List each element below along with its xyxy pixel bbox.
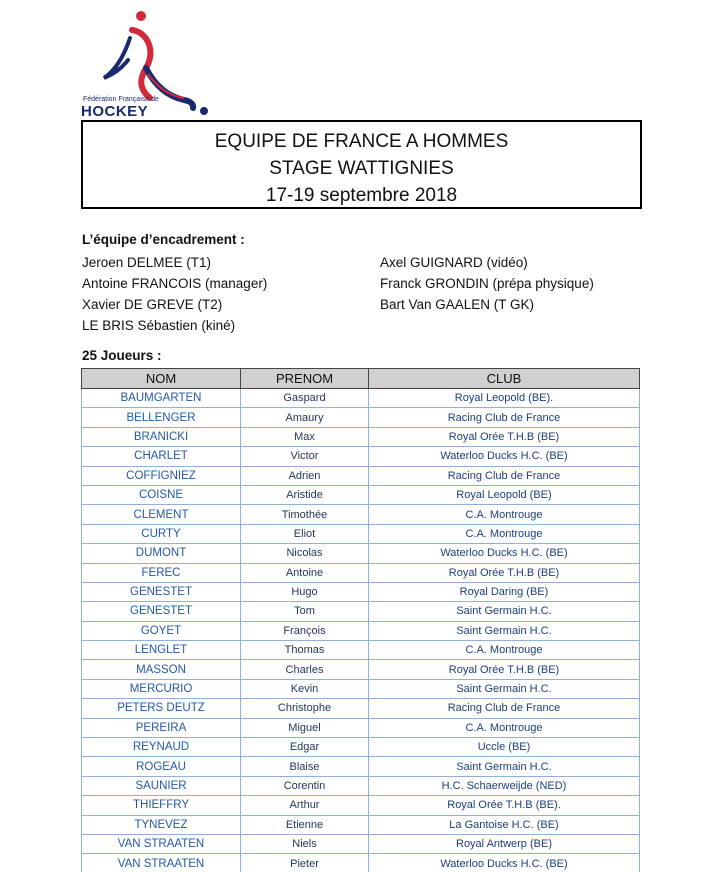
title-line-3: 17-19 septembre 2018 — [265, 185, 458, 206]
player-last-name: LENGLET — [82, 641, 241, 660]
player-last-name: BAUMGARTEN — [82, 389, 241, 408]
player-club: Royal Antwerp (BE) — [369, 834, 640, 853]
staff-member: Axel GUIGNARD (vidéo) — [380, 255, 528, 270]
table-row — [82, 582, 640, 601]
players-table-body — [82, 389, 640, 872]
table-row — [82, 718, 640, 737]
player-club: Royal Leopold (BE). — [369, 389, 640, 408]
player-club: Royal Daring (BE) — [369, 582, 640, 601]
player-first-name: Etienne — [241, 815, 369, 834]
logo-federation-text: Fédération Française de — [83, 96, 159, 103]
player-first-name: Amaury — [241, 408, 369, 427]
player-first-name: Miguel — [241, 718, 369, 737]
player-club: Waterloo Ducks H.C. (BE) — [369, 447, 640, 466]
player-first-name: François — [241, 621, 369, 640]
player-first-name: Aristide — [241, 485, 369, 504]
staff-member: Bart Van GAALEN (T GK) — [380, 297, 535, 312]
player-last-name: PEREIRA — [82, 718, 241, 737]
player-club: Waterloo Ducks H.C. (BE) — [369, 544, 640, 563]
player-club: C.A. Montrouge — [369, 718, 640, 737]
player-club: Saint Germain H.C. — [369, 621, 640, 640]
table-row — [82, 505, 640, 524]
player-first-name: Adrien — [241, 466, 369, 485]
table-row — [82, 408, 640, 427]
column-header-nom: NOM — [82, 369, 241, 389]
players-table — [81, 368, 640, 872]
staff-list-right — [380, 252, 594, 315]
player-first-name: Kevin — [241, 679, 369, 698]
table-row — [82, 427, 640, 446]
player-club: Racing Club de France — [369, 466, 640, 485]
player-club: C.A. Montrouge — [369, 524, 640, 543]
player-last-name: VAN STRAATEN — [82, 854, 241, 872]
player-last-name: VAN STRAATEN — [82, 834, 241, 853]
table-row — [82, 815, 640, 834]
player-first-name: Corentin — [241, 776, 369, 795]
player-club: H.C. Schaerweijde (NED) — [369, 776, 640, 795]
staff-member: Xavier DE GREVE (T2) — [82, 297, 223, 312]
table-row — [82, 699, 640, 718]
player-club: Royal Orée T.H.B (BE). — [369, 796, 640, 815]
column-header-prenom: PRENOM — [241, 369, 369, 389]
player-club: Saint Germain H.C. — [369, 602, 640, 621]
table-row — [82, 485, 640, 504]
table-row — [82, 757, 640, 776]
table-row — [82, 641, 640, 660]
table-row — [82, 834, 640, 853]
staff-member: Antoine FRANCOIS (manager) — [82, 276, 268, 291]
ffh-logo — [80, 8, 212, 120]
logo-body-red — [132, 30, 150, 98]
table-row — [82, 447, 640, 466]
player-first-name: Charles — [241, 660, 369, 679]
table-row — [82, 776, 640, 795]
player-last-name: REYNAUD — [82, 738, 241, 757]
staff-member: Jeroen DELMEE (T1) — [82, 255, 212, 270]
player-first-name: Antoine — [241, 563, 369, 582]
table-row — [82, 660, 640, 679]
player-last-name: FEREC — [82, 563, 241, 582]
player-last-name: BRANICKI — [82, 427, 241, 446]
table-row — [82, 466, 640, 485]
player-club: Racing Club de France — [369, 699, 640, 718]
player-first-name: Max — [241, 427, 369, 446]
table-row — [82, 602, 640, 621]
player-last-name: TYNEVEZ — [82, 815, 241, 834]
player-last-name: GENESTET — [82, 602, 241, 621]
player-last-name: MERCURIO — [82, 679, 241, 698]
column-header-club: CLUB — [369, 369, 640, 389]
table-row — [82, 544, 640, 563]
player-last-name: GENESTET — [82, 582, 241, 601]
staff-heading: L’équipe d’encadrement : — [82, 232, 245, 247]
player-club: Saint Germain H.C. — [369, 679, 640, 698]
player-club: Royal Orée T.H.B (BE) — [369, 427, 640, 446]
staff-member: Franck GRONDIN (prépa physique) — [380, 276, 594, 291]
table-row — [82, 738, 640, 757]
player-first-name: Thomas — [241, 641, 369, 660]
logo-ball — [200, 107, 208, 115]
logo-wordmark: HOCKEY — [81, 103, 149, 120]
table-row — [82, 524, 640, 543]
player-first-name: Niels — [241, 834, 369, 853]
table-header-row — [82, 369, 640, 389]
player-club: Saint Germain H.C. — [369, 757, 640, 776]
table-row — [82, 854, 640, 872]
players-heading: 25 Joueurs : — [82, 348, 162, 363]
player-last-name: ROGEAU — [82, 757, 241, 776]
player-first-name: Gaspard — [241, 389, 369, 408]
table-row — [82, 563, 640, 582]
player-first-name: Hugo — [241, 582, 369, 601]
table-row — [82, 679, 640, 698]
player-club: La Gantoise H.C. (BE) — [369, 815, 640, 834]
player-club: Royal Orée T.H.B (BE) — [369, 563, 640, 582]
player-club: Royal Orée T.H.B (BE) — [369, 660, 640, 679]
logo-head — [136, 11, 146, 21]
player-last-name: MASSON — [82, 660, 241, 679]
player-club: C.A. Montrouge — [369, 641, 640, 660]
staff-list-left — [82, 252, 267, 336]
table-row — [82, 621, 640, 640]
player-first-name: Christophe — [241, 699, 369, 718]
player-first-name: Blaise — [241, 757, 369, 776]
player-last-name: BELLENGER — [82, 408, 241, 427]
player-club: Uccle (BE) — [369, 738, 640, 757]
player-first-name: Pieter — [241, 854, 369, 872]
player-first-name: Nicolas — [241, 544, 369, 563]
title-line-1: EQUIPE DE FRANCE A HOMMES — [214, 131, 509, 152]
player-first-name: Timothée — [241, 505, 369, 524]
table-row — [82, 389, 640, 408]
player-last-name: SAUNIER — [82, 776, 241, 795]
player-last-name: DUMONT — [82, 544, 241, 563]
player-first-name: Edgar — [241, 738, 369, 757]
player-club: C.A. Montrouge — [369, 505, 640, 524]
title-line-2: STAGE WATTIGNIES — [269, 158, 454, 179]
player-last-name: COFFIGNIEZ — [82, 466, 241, 485]
staff-member: LE BRIS Sébastien (kiné) — [82, 318, 236, 333]
player-first-name: Tom — [241, 602, 369, 621]
player-club: Waterloo Ducks H.C. (BE) — [369, 854, 640, 872]
player-club: Racing Club de France — [369, 408, 640, 427]
player-last-name: CHARLET — [82, 447, 241, 466]
player-club: Royal Leopold (BE) — [369, 485, 640, 504]
table-row — [82, 796, 640, 815]
player-first-name: Victor — [241, 447, 369, 466]
player-last-name: PETERS DEUTZ — [82, 699, 241, 718]
player-last-name: THIEFFRY — [82, 796, 241, 815]
player-first-name: Arthur — [241, 796, 369, 815]
player-last-name: COISNE — [82, 485, 241, 504]
player-first-name: Eliot — [241, 524, 369, 543]
title-box — [81, 120, 642, 209]
player-last-name: CURTY — [82, 524, 241, 543]
player-last-name: CLEMENT — [82, 505, 241, 524]
logo-arm-blue — [104, 38, 130, 78]
player-last-name: GOYET — [82, 621, 241, 640]
